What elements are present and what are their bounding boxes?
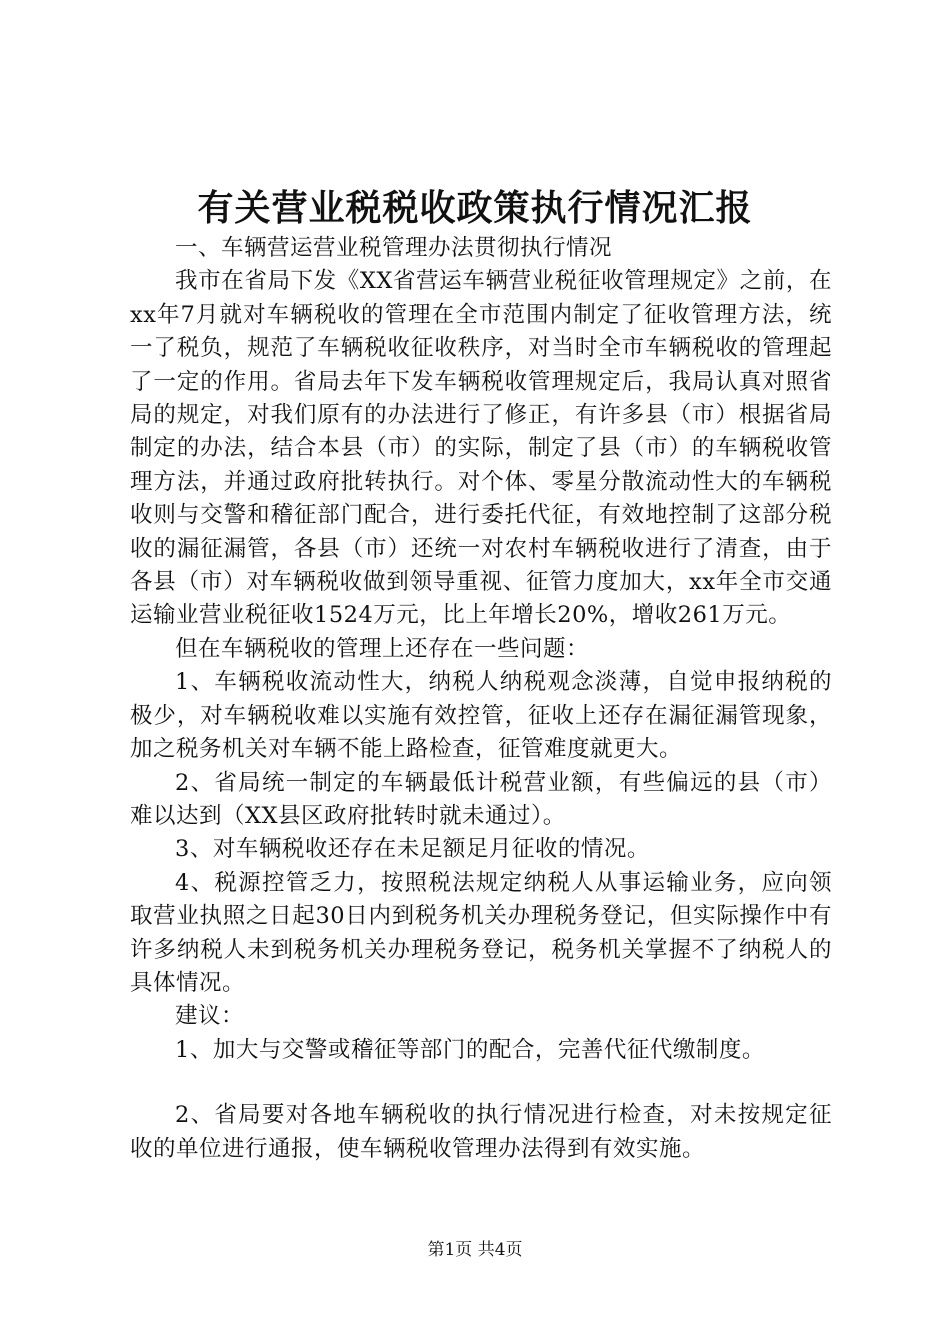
body-paragraph: 我市在省局下发《XX省营运车辆营业税征收管理规定》之前，在xx年7月就对车辆税收的管理在全市范围内制定了征收管理方法，统一了税负，规范了车辆税收征收秩序，对当时全市车辆税收的管理起了一定的作用。省局去年下发车辆税收管理规定后，我局认真对照省局的规定，对我们原有的办法进行了修正，有许多县（市）根据省局制定的办法，结合本县（市）的实际，制定了县（市）的车辆税收管理方法，并通过政府批转执行。对个体、零星分散流动性大的车辆税收则与交警和稽征部门配合，进行委托代征，有效地控制了这部分税收的漏征漏管，各县（市）还统一对农村车辆税收进行了清查，由于各县（市）对车辆税收做到领导重视、征管力度加大，xx年全市交通运输业营业税征收1524万元，比上年增长20%，增收261万元。 xyxy=(130,268,832,629)
problem-item: 1、车辆税收流动性大，纳税人纳税观念淡薄，自觉申报纳税的极少，对车辆税收难以实施有效控管，征收上还存在漏征漏管现象，加之税务机关对车辆不能上路检查，征管难度就更大。 xyxy=(130,669,832,763)
page-number: 第1页 共4页 xyxy=(427,1240,523,1260)
problem-item: 3、对车辆税收还存在未足额足月征收的情况。 xyxy=(175,836,650,863)
suggestion-item: 1、加大与交警或稽征等部门的配合，完善代征代缴制度。 xyxy=(175,1036,765,1063)
body-paragraph: 但在车辆税收的管理上还存在一些问题： xyxy=(175,635,590,662)
document-body xyxy=(130,232,832,1166)
document-title: 有关营业税税收政策执行情况汇报 xyxy=(197,187,753,229)
suggestions-heading: 建议： xyxy=(175,1003,245,1030)
section-heading: 一、车辆营运营业税管理办法贯彻执行情况 xyxy=(175,235,613,261)
problem-item: 4、税源控管乏力，按照税法规定纳税人从事运输业务，应向领取营业执照之日起30日内到税务机关办理税务登记，但实际操作中有许多纳税人未到税务机关办理税务登记，税务机关掌握不了纳税人的具体情况。 xyxy=(130,869,832,996)
problem-item: 2、省局统一制定的车辆最低计税营业额，有些偏远的县（市）难以达到（XX县区政府批转时就未通过）。 xyxy=(130,769,832,829)
suggestion-item: 2、省局要对各地车辆税收的执行情况进行检查，对未按规定征收的单位进行通报，使车辆税收管理办法得到有效实施。 xyxy=(130,1102,832,1162)
